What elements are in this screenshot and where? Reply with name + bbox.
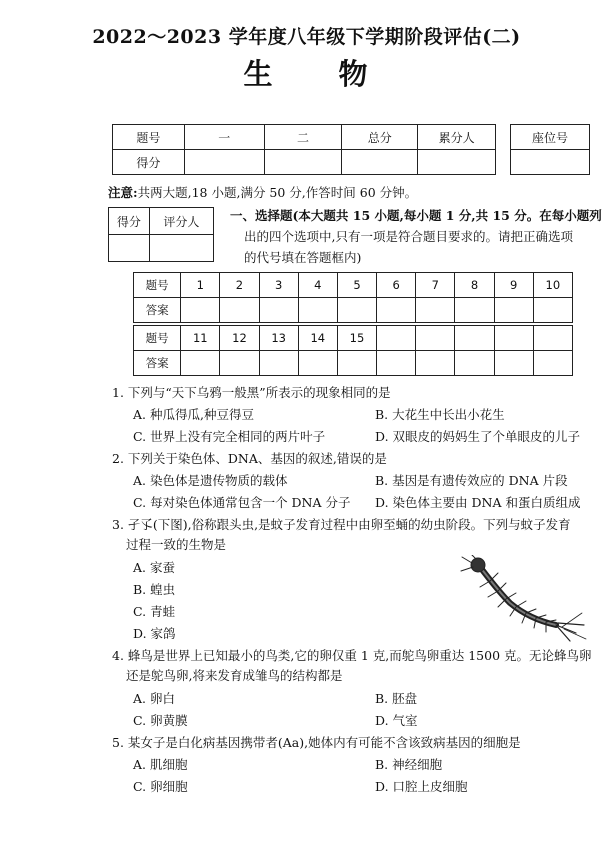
option-b[interactable]: B. 大花生中长出小花生 xyxy=(375,407,505,422)
answer-blank-no xyxy=(455,326,494,351)
section-1-line: 一、选择题(本大题共 15 小题,每小题 1 分,共 15 分。在每小题列 xyxy=(230,208,602,223)
answer-no-label: 题号 xyxy=(134,326,181,351)
seat-table xyxy=(510,124,590,175)
section-1-line: 的代号填在答题框内) xyxy=(244,250,362,265)
answer-cell[interactable] xyxy=(533,298,572,323)
answer-cell[interactable] xyxy=(259,351,298,376)
score-blank-cell[interactable] xyxy=(418,150,496,175)
question-stem: 2. 下列关于染色体、DNA、基因的叙述,错误的是 xyxy=(112,451,387,466)
option-c[interactable]: C. 每对染色体通常包含一个 DNA 分子 xyxy=(133,495,351,510)
subject-char: 生 xyxy=(243,57,275,91)
answer-cell[interactable] xyxy=(337,351,376,376)
grader-blank-cell[interactable] xyxy=(149,235,213,262)
page-title: 2022～2023 学年度八年级下学期阶段评估(二) xyxy=(92,26,521,48)
option-d[interactable]: D. 染色体主要由 DNA 和蛋白质组成 xyxy=(375,495,581,510)
answer-label: 答案 xyxy=(134,298,181,323)
option-c[interactable]: C. 卵细胞 xyxy=(133,779,188,794)
answer-cell[interactable] xyxy=(377,298,416,323)
question-stem: 1. 下列与“天下乌鸦一般黑”所表示的现象相同的是 xyxy=(112,385,391,400)
answer-cell[interactable] xyxy=(455,298,494,323)
score-blank-cell[interactable] xyxy=(342,150,418,175)
answer-no-cell: 4 xyxy=(298,273,337,298)
section-1-line: 出的四个选项中,只有一项是符合题目要求的。请把正确选项 xyxy=(244,229,573,244)
answer-no-cell: 6 xyxy=(377,273,416,298)
option-d[interactable]: D. 口腔上皮细胞 xyxy=(375,779,468,794)
section-1-instructions xyxy=(230,205,602,268)
score-header-cell: 总分 xyxy=(342,125,418,150)
option-a[interactable]: A. 种瓜得瓜,种豆得豆 xyxy=(133,407,254,422)
question-stem: 3. 孑孓(下图),俗称跟头虫,是蚊子发育过程中由卵至蛹的幼虫阶段。下列与蚊子发育 xyxy=(112,517,571,532)
answer-blank xyxy=(416,351,455,376)
answer-blank xyxy=(377,351,416,376)
answer-blank-no xyxy=(494,326,533,351)
question-stem: 还是鸵鸟卵,将来发育成雏鸟的结构都是 xyxy=(126,668,343,683)
answer-cell[interactable] xyxy=(416,298,455,323)
answer-blank xyxy=(455,351,494,376)
question-stem: 4. 蜂鸟是世界上已知最小的鸟类,它的卵仅重 1 克,而鸵鸟卵重达 1500 克。无论蜂鸟卵 xyxy=(112,648,592,663)
option-b[interactable]: B. 胚盘 xyxy=(375,691,418,706)
answer-blank xyxy=(533,351,572,376)
answer-cell[interactable] xyxy=(220,298,259,323)
answer-no-cell: 8 xyxy=(455,273,494,298)
score-blank-cell[interactable] xyxy=(184,150,264,175)
answer-cell[interactable] xyxy=(298,298,337,323)
option-a[interactable]: A. 卵白 xyxy=(133,691,175,706)
subject-char: 物 xyxy=(338,57,370,91)
score-blank-cell[interactable] xyxy=(264,150,342,175)
answer-no-cell: 13 xyxy=(259,326,298,351)
notice-text: 共两大题,18 小题,满分 50 分,作答时间 60 分钟。 xyxy=(137,185,418,200)
option-a[interactable]: A. 染色体是遗传物质的载体 xyxy=(133,473,288,488)
answer-no-cell: 15 xyxy=(337,326,376,351)
answer-no-cell: 10 xyxy=(533,273,572,298)
grader-score-label: 得分 xyxy=(109,208,150,235)
grader-table xyxy=(108,207,214,262)
option-d[interactable]: D. 家鸽 xyxy=(133,626,176,641)
score-header-cell: 题号 xyxy=(113,125,185,150)
mosquito-larva-figure xyxy=(458,555,588,645)
option-c[interactable]: C. 卵黄膜 xyxy=(133,713,188,728)
question-stem: 过程一致的生物是 xyxy=(126,537,227,552)
answer-no-cell: 14 xyxy=(298,326,337,351)
seat-blank-cell[interactable] xyxy=(511,150,590,175)
question-3 xyxy=(112,515,602,555)
answer-cell[interactable] xyxy=(494,298,533,323)
answer-table xyxy=(133,272,573,376)
subject-title xyxy=(0,52,613,93)
answer-cell[interactable] xyxy=(220,351,259,376)
answer-cell[interactable] xyxy=(337,298,376,323)
score-header-cell: 二 xyxy=(264,125,342,150)
answer-no-cell: 5 xyxy=(337,273,376,298)
score-table xyxy=(112,124,496,175)
score-header-cell: 一 xyxy=(184,125,264,150)
option-c[interactable]: C. 世界上没有完全相同的两片叶子 xyxy=(133,429,326,444)
answer-no-cell: 2 xyxy=(220,273,259,298)
grader-name-label: 评分人 xyxy=(149,208,213,235)
notice-label: 注意: xyxy=(108,185,138,200)
question-stem: 5. 某女子是白化病基因携带者(Aa),她体内有可能不含该致病基因的细胞是 xyxy=(112,735,521,750)
answer-cell[interactable] xyxy=(259,298,298,323)
answer-blank xyxy=(494,351,533,376)
option-d[interactable]: D. 气室 xyxy=(375,713,418,728)
answer-blank-no xyxy=(533,326,572,351)
answer-no-cell: 3 xyxy=(259,273,298,298)
option-b[interactable]: B. 神经细胞 xyxy=(375,757,443,772)
option-a[interactable]: A. 家蚕 xyxy=(133,560,175,575)
answer-blank-no xyxy=(377,326,416,351)
question-4 xyxy=(112,646,602,686)
answer-no-cell: 1 xyxy=(181,273,220,298)
answer-cell[interactable] xyxy=(181,298,220,323)
answer-cell[interactable] xyxy=(181,351,220,376)
notice xyxy=(108,183,417,201)
score-header-cell: 累分人 xyxy=(418,125,496,150)
option-a[interactable]: A. 肌细胞 xyxy=(133,757,188,772)
question-2 xyxy=(112,449,602,469)
score-row-label: 得分 xyxy=(113,150,185,175)
option-b[interactable]: B. 蝗虫 xyxy=(133,582,176,597)
question-5 xyxy=(112,733,602,753)
answer-cell[interactable] xyxy=(298,351,337,376)
question-1 xyxy=(112,383,602,403)
answer-label: 答案 xyxy=(134,351,181,376)
option-d[interactable]: D. 双眼皮的妈妈生了个单眼皮的儿子 xyxy=(375,429,581,444)
answer-no-label: 题号 xyxy=(134,273,181,298)
answer-no-cell: 7 xyxy=(416,273,455,298)
answer-no-cell: 12 xyxy=(220,326,259,351)
option-c[interactable]: C. 青蛙 xyxy=(133,604,176,619)
option-b[interactable]: B. 基因是有遗传效应的 DNA 片段 xyxy=(375,473,568,488)
answer-no-cell: 9 xyxy=(494,273,533,298)
answer-blank-no xyxy=(416,326,455,351)
answer-no-cell: 11 xyxy=(181,326,220,351)
grader-blank-cell[interactable] xyxy=(109,235,150,262)
seat-label: 座位号 xyxy=(511,125,590,150)
